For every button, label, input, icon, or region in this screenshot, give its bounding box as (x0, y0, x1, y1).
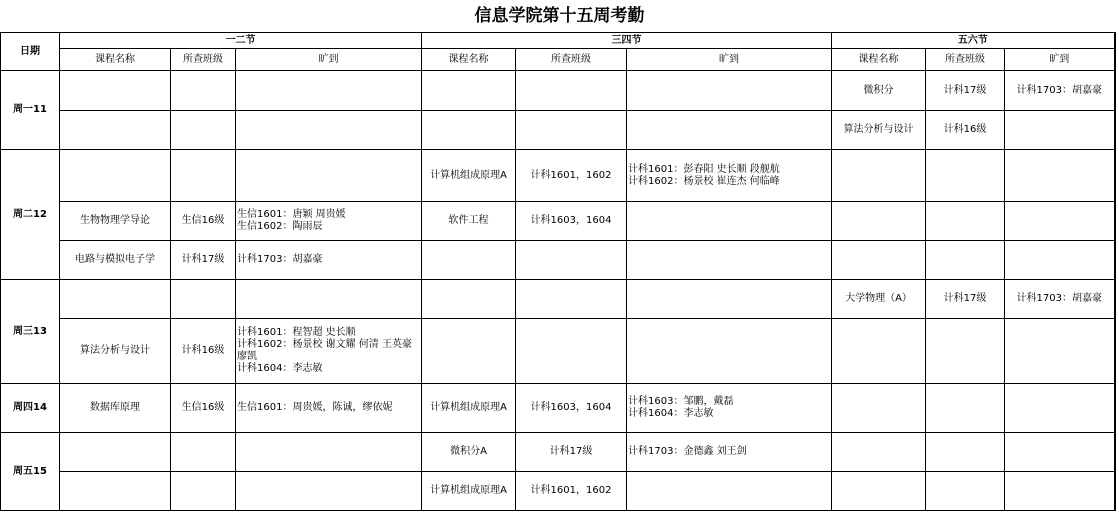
cell[interactable] (236, 433, 422, 472)
absent-line: 计科1602：杨景校 谢文耀 何清 王英豪 廖凯 (237, 339, 412, 362)
absent-line: 计科1604：李志敏 (628, 408, 714, 419)
course-cell[interactable]: 生物物理学导论 (60, 202, 171, 241)
class-cell[interactable]: 计科1601，1602 (516, 472, 627, 511)
course-cell[interactable]: 软件工程 (422, 202, 516, 241)
table-row (1, 433, 1115, 472)
cell[interactable] (926, 202, 1005, 241)
cell[interactable] (1005, 472, 1115, 511)
sheet-title: 信息学院第十五周考勤 (474, 6, 645, 26)
cell[interactable] (832, 202, 926, 241)
col-absent-1[interactable]: 旷到 (236, 49, 422, 71)
class-cell[interactable]: 计科17级 (926, 71, 1005, 111)
day-cell-fri[interactable]: 周五15 (1, 433, 60, 511)
cell[interactable] (516, 280, 627, 319)
course-cell[interactable]: 计算机组成原理A (422, 472, 516, 511)
col-course-3[interactable]: 课程名称 (832, 49, 926, 71)
cell[interactable] (236, 111, 422, 150)
absent-cell[interactable]: 计科1703：胡嘉豪 (1005, 280, 1115, 319)
cell[interactable] (627, 241, 832, 280)
table-row (1, 472, 1115, 511)
cell[interactable] (422, 111, 516, 150)
cell[interactable] (926, 150, 1005, 202)
col-class-2[interactable]: 所查班级 (516, 49, 627, 71)
cell[interactable] (171, 472, 236, 511)
class-cell[interactable]: 计科1603，1604 (516, 202, 627, 241)
course-cell[interactable]: 算法分析与设计 (60, 319, 171, 384)
day-cell-tue[interactable]: 周二12 (1, 150, 60, 280)
absent-cell[interactable] (627, 384, 832, 433)
section-header-1[interactable]: 一二节 (60, 33, 422, 49)
course-cell[interactable]: 计算机组成原理A (422, 384, 516, 433)
absent-line: 生信1602：陶雨辰 (237, 221, 323, 232)
day-cell-mon[interactable]: 周一11 (1, 71, 60, 150)
cell[interactable] (832, 472, 926, 511)
cell[interactable] (627, 202, 832, 241)
table-row (1, 202, 1115, 241)
cell[interactable] (60, 280, 171, 319)
cell[interactable] (171, 280, 236, 319)
cell[interactable] (1005, 433, 1115, 472)
cell[interactable] (1005, 202, 1115, 241)
class-cell[interactable]: 生信16级 (171, 202, 236, 241)
cell[interactable] (171, 433, 236, 472)
cell[interactable] (60, 71, 171, 111)
cell[interactable] (60, 472, 171, 511)
absent-cell[interactable]: 计科1703：金德鑫 刘王剑 (627, 433, 832, 472)
table-row (1, 319, 1115, 384)
section-header-3[interactable]: 五六节 (832, 33, 1115, 49)
cell[interactable] (422, 241, 516, 280)
table-row (1, 241, 1115, 280)
day-cell-wed[interactable]: 周三13 (1, 280, 60, 384)
col-absent-3[interactable]: 旷到 (1005, 49, 1115, 71)
cell[interactable] (1005, 241, 1115, 280)
cell[interactable] (1005, 150, 1115, 202)
absent-line: 计科1601：程智超 史长顺 (237, 327, 356, 338)
cell[interactable] (832, 150, 926, 202)
cell[interactable] (926, 241, 1005, 280)
absent-cell[interactable]: 计科1703：胡嘉豪 (236, 241, 422, 280)
cell[interactable] (1005, 319, 1115, 384)
class-cell[interactable]: 计科1601，1602 (516, 150, 627, 202)
cell[interactable] (516, 111, 627, 150)
cell[interactable] (171, 150, 236, 202)
cell[interactable] (1005, 111, 1115, 150)
cell[interactable] (627, 319, 832, 384)
cell[interactable] (60, 433, 171, 472)
cell[interactable] (832, 319, 926, 384)
class-cell[interactable]: 生信16级 (171, 384, 236, 433)
cell[interactable] (926, 384, 1005, 433)
col-absent-2[interactable]: 旷到 (627, 49, 832, 71)
cell[interactable] (516, 71, 627, 111)
cell[interactable] (627, 71, 832, 111)
absent-cell[interactable]: 计科1703：胡嘉豪 (1005, 71, 1115, 111)
absent-line: 计科1601：彭春阳 史长顺 段舰航 (628, 163, 780, 175)
absent-cell[interactable] (236, 319, 422, 384)
cell[interactable] (832, 384, 926, 433)
cell[interactable] (926, 433, 1005, 472)
col-class-1[interactable]: 所查班级 (171, 49, 236, 71)
absent-line: 计科1602：杨景校 崔连杰 何临峰 (628, 175, 780, 187)
cell[interactable] (236, 150, 422, 202)
date-header[interactable]: 日期 (1, 33, 60, 71)
cell[interactable] (832, 433, 926, 472)
class-cell[interactable]: 计科16级 (926, 111, 1005, 150)
class-cell[interactable]: 计科17级 (171, 241, 236, 280)
class-cell[interactable]: 计科17级 (516, 433, 627, 472)
day-cell-thu[interactable]: 周四14 (1, 384, 60, 433)
cell[interactable] (422, 280, 516, 319)
course-cell[interactable]: 微积分A (422, 433, 516, 472)
col-course-2[interactable]: 课程名称 (422, 49, 516, 71)
table-row (1, 71, 1115, 111)
absent-line: 生信1601：唐颖 周贵媛 (237, 209, 346, 220)
class-cell[interactable]: 计科1603，1604 (516, 384, 627, 433)
cell[interactable] (1005, 384, 1115, 433)
class-cell[interactable]: 计科16级 (171, 319, 236, 384)
col-class-3[interactable]: 所查班级 (926, 49, 1005, 71)
cell[interactable] (236, 472, 422, 511)
cell[interactable] (422, 319, 516, 384)
col-course-1[interactable]: 课程名称 (60, 49, 171, 71)
cell[interactable] (60, 150, 171, 202)
course-cell[interactable]: 大学物理（A） (832, 280, 926, 319)
cell[interactable] (627, 280, 832, 319)
table-row (1, 150, 1115, 202)
cell[interactable] (60, 111, 171, 150)
absent-line: 计科1604：李志敏 (237, 363, 323, 374)
course-cell[interactable]: 数据库原理 (60, 384, 171, 433)
cell[interactable] (171, 111, 236, 150)
cell[interactable] (627, 111, 832, 150)
table-row (1, 280, 1115, 319)
cell[interactable] (236, 280, 422, 319)
cell[interactable] (516, 241, 627, 280)
cell[interactable] (627, 472, 832, 511)
course-cell[interactable]: 算法分析与设计 (832, 111, 926, 150)
cell[interactable] (171, 71, 236, 111)
absent-line: 计科1603：邹鹏，戴磊 (628, 396, 734, 407)
cell[interactable] (926, 472, 1005, 511)
attendance-table (0, 32, 1116, 511)
cell[interactable] (926, 319, 1005, 384)
course-cell[interactable]: 微积分 (832, 71, 926, 111)
class-cell[interactable]: 计科17级 (926, 280, 1005, 319)
course-cell[interactable]: 计算机组成原理A (422, 150, 516, 202)
cell[interactable] (422, 71, 516, 111)
table-row (1, 111, 1115, 150)
section-header-2[interactable]: 三四节 (422, 33, 832, 49)
absent-cell[interactable] (236, 202, 422, 241)
absent-cell[interactable] (627, 150, 832, 202)
table-row (1, 384, 1115, 433)
cell[interactable] (832, 241, 926, 280)
course-cell[interactable]: 电路与模拟电子学 (60, 241, 171, 280)
cell[interactable] (236, 71, 422, 111)
absent-cell[interactable]: 生信1601：周贵媛，陈诚，缪依妮 (236, 384, 422, 433)
cell[interactable] (516, 319, 627, 384)
